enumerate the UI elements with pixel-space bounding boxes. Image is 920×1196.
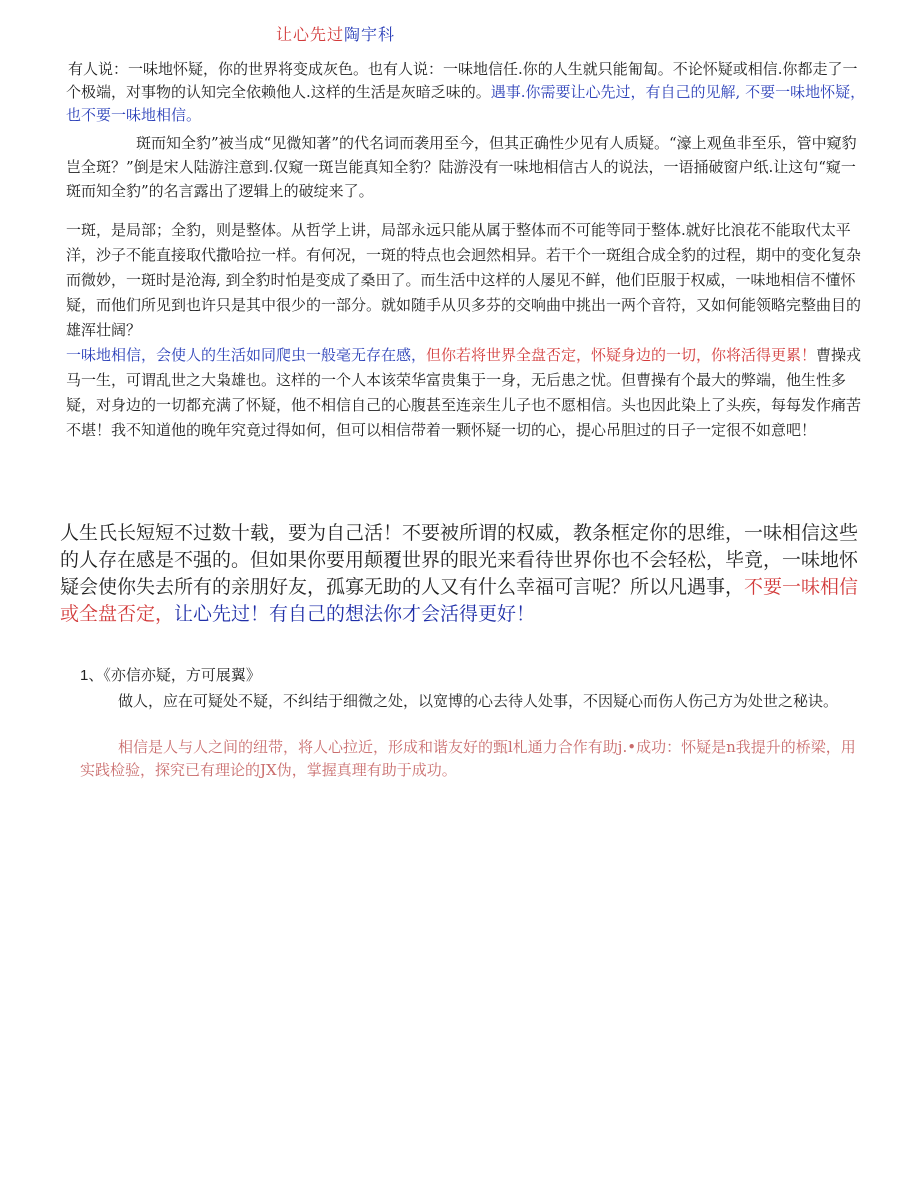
leopard-text: 斑而知全豹”被当成“见微知著”的代名词而袭用至今，但其正确性少见有人质疑。“濠上观鱼非至乐，管中窥豹岂全斑？”倒是宋人陆游注意到.仅窥一斑岂能真知全豹？陆游没有一味地相信古人的说法，一语捅破窗户纸.让这句“窥一斑而知全豹”的名言露出了逻辑上的破绽来了。: [66, 134, 857, 200]
intro-highlight: 遇事.你需要让心先过，有自己的见解, 不要一味地怀疑，也不要一味地相信。: [66, 83, 866, 124]
conclusion-red: 不要一味相信或全盘否定，: [60, 576, 859, 625]
paragraph-leopard: [66, 131, 866, 203]
document-title: [276, 22, 395, 45]
item-title: 《亦信亦疑，方可展翼》: [103, 666, 261, 684]
part-whole-blue: 一味地相信，会使人的生活如同爬虫一般毫无存在感，: [66, 346, 427, 364]
conclusion-blue: 让心先过！有自己的想法你才会活得更好！: [174, 603, 536, 625]
cao-cao-text: 曹操戎马一生，可谓乱世之大枭雄也。这样的一个人本该荣华富贵集于一身，无后患之忧。但曹操有个最大的弊端，他生性多疑，对身边的一切都充满了怀疑，他不相信自己的心腹甚至连亲生儿子也不愿相信。头也因此染上了头疾，每每发作痛苦不堪！我不知道他的晚年究竟过得如何，但可以相信带着一颗怀疑一切的心，提心吊胆过的日子一定很不如意吧！: [66, 346, 862, 439]
paragraph-part-whole: [66, 218, 866, 443]
paragraph-conclusion: [60, 520, 870, 628]
item-text-a: 做人，应在可疑处不疑，不纠结于细微之处，以宽博的心去待人处事，不因疑心而伤人伤己方为处世之秘诀。: [118, 692, 839, 710]
intro-text: 有人说：一味地怀疑，你的世界将变成灰色。也有人说：一味地信任.你的人生就只能匍匐。不论怀疑或相信.你都走了一个极端，对事物的认知完全依赖他人.这样的生活是灰暗乏味的。: [66, 60, 858, 101]
item-text-b: 相信是人与人之间的纽带，将人心拉近，形成和谐友好的甄l札通力合作有助j.•成功：怀疑是n我提升的桥梁，用实践检验，探究已有理论的JX伪，掌握真理有助于成功。: [80, 738, 856, 779]
item-heading: [80, 664, 261, 685]
part-whole-text: 一斑，是局部；全豹，则是整体。从哲学上讲，局部永远只能从属于整体而不可能等同于整体.就好比浪花不能取代太平洋，沙子不能直接取代撒哈拉一样。有何况，一斑的特点也会迥然相异。若干个一斑组合成全豹的过程，期中的变化复杂而微妙，一斑时是沧海, 到全豹时怕是变成了桑田了。而生活中这样的人屡见不鲜，他们臣服于权威，一味地相信不懂怀疑，而他们所见到也许只是其中很少的一部分。就如随手从贝多芬的交响曲中挑出一两个音符，又如何能领略完整曲目的雄浑壮阔？: [66, 221, 862, 339]
title-main: 让心先过: [276, 25, 345, 44]
title-author: 陶宇科: [344, 25, 396, 44]
part-whole-red: 但你若将世界全盘否定，怀疑身边的一切，你将活得更累！: [426, 346, 817, 364]
paragraph-intro: [66, 58, 866, 127]
conclusion-text: 人生氏长短短不过数十载，要为自己活！不要被所谓的权威，教条框定你的思维，一味相信这些的人存在感是不强的。但如果你要用颠覆世界的眼光来看待世界你也不会轻松，毕竟，一味地怀疑会使你失去所有的亲朋好友，孤寡无助的人又有什么幸福可言呢？所以凡遇事，: [60, 522, 859, 598]
item-number: 1、: [80, 667, 104, 684]
item-paragraph-b: [80, 736, 870, 782]
item-paragraph-a: [80, 690, 870, 713]
